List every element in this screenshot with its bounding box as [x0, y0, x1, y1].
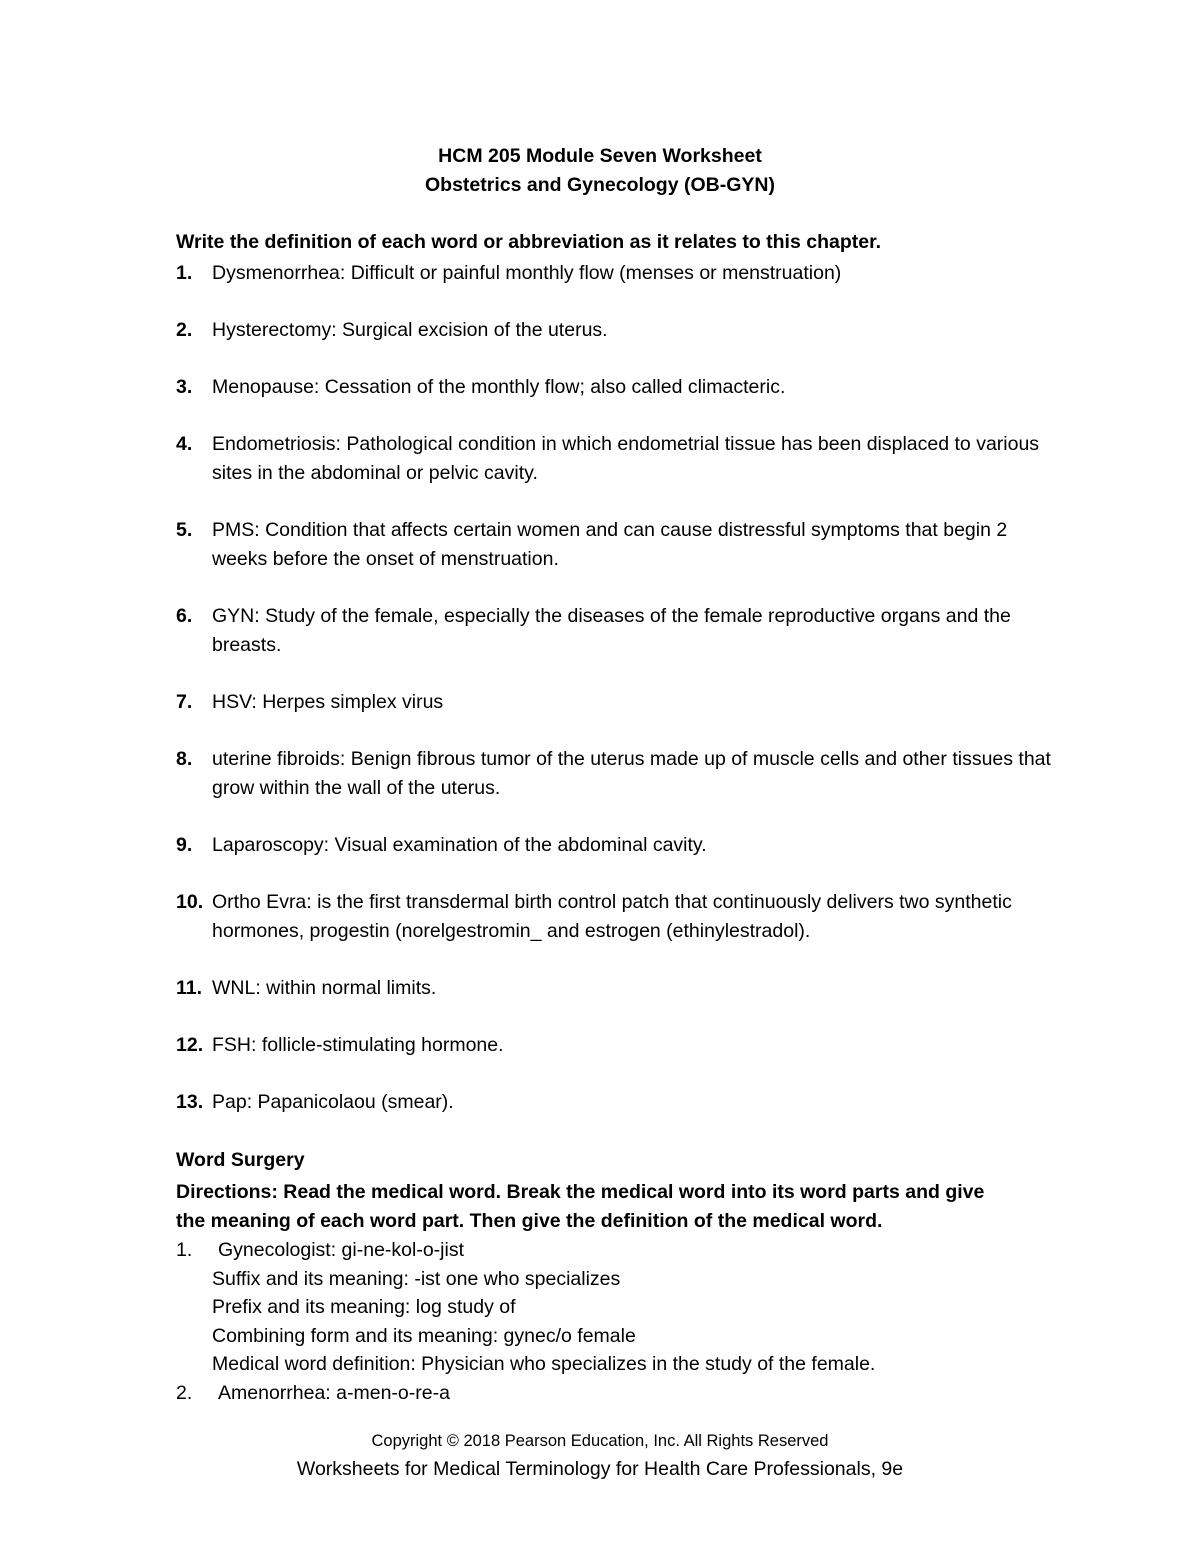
definition-item — [176, 316, 1056, 345]
word-surgery-directions: Directions: Read the medical word. Break the medical word into its word parts and give the meaning of each word part. Then give the definition of the medical word. — [176, 1181, 985, 1232]
definition-text: Ortho Evra: is the first transdermal birth control patch that continuously delivers two synthetic hormones, progestin (norelgestromin_ and estrogen (ethinylestradol). — [212, 891, 1012, 942]
definition-number: 8. — [176, 748, 193, 770]
definition-item — [176, 688, 1056, 717]
definition-number: 9. — [176, 834, 193, 856]
definitions-list — [176, 259, 1056, 1145]
definition-text: HSV: Herpes simplex virus — [212, 691, 444, 713]
definition-item — [176, 1031, 1056, 1060]
definition-number: 4. — [176, 433, 193, 455]
definition-text: WNL: within normal limits. — [212, 977, 437, 999]
definition-text: PMS: Condition that affects certain women and can cause distressful symptoms that begin 2 weeks before the onset of menstruation. — [212, 519, 1008, 570]
definitions-instructions: Write the definition of each word or abbreviation as it relates to this chapter. — [176, 231, 882, 253]
definition-item — [176, 888, 1056, 946]
definition-item — [176, 745, 1056, 803]
definition-text: Hysterectomy: Surgical excision of the uterus. — [212, 319, 608, 341]
definition-text: uterine fibroids: Benign fibrous tumor of the uterus made up of muscle cells and other tissues that grow within the wall of the uterus. — [212, 748, 1051, 799]
word-surgery-number: 1. — [176, 1239, 193, 1261]
medical-word: Gynecologist: gi-ne-kol-o-jist — [218, 1239, 465, 1261]
definition-item — [176, 602, 1056, 660]
page-subtitle: Obstetrics and Gynecology (OB-GYN) — [425, 174, 775, 196]
definition-item — [176, 1088, 1056, 1117]
book-title-footer: Worksheets for Medical Terminology for Health Care Professionals, 9e — [296, 1458, 904, 1480]
definition-item — [176, 430, 1056, 488]
suffix-meaning: Suffix and its meaning: -ist one who specializes — [212, 1267, 621, 1290]
definition-text: Pap: Papanicolaou (smear). — [212, 1091, 454, 1113]
word-surgery-list — [176, 1236, 1056, 1407]
definition-item — [176, 259, 1056, 288]
definition-text: Laparoscopy: Visual examination of the abdominal cavity. — [212, 834, 707, 856]
definition-text: Menopause: Cessation of the monthly flow; also called climacteric. — [212, 376, 786, 398]
definition-text: FSH: follicle-stimulating hormone. — [212, 1034, 504, 1056]
definition-number: 13. — [176, 1091, 204, 1113]
definition-number: 6. — [176, 605, 193, 627]
combining-form-meaning: Combining form and its meaning: gynec/o female — [212, 1324, 636, 1347]
definition-number: 10. — [176, 891, 204, 913]
definition-number: 5. — [176, 519, 193, 541]
definition-number: 2. — [176, 319, 193, 341]
definition-item — [176, 516, 1056, 574]
definition-number: 11. — [176, 977, 203, 999]
word-surgery-heading: Word Surgery — [176, 1149, 305, 1171]
word-surgery-number: 2. — [176, 1381, 193, 1404]
medical-word: Amenorrhea: a-men-o-re-a — [218, 1381, 450, 1404]
definition-item — [176, 974, 1056, 1003]
word-surgery-item — [176, 1236, 1056, 1379]
definition-text: GYN: Study of the female, especially the diseases of the female reproductive organs and the breasts. — [212, 605, 1011, 656]
definition-item — [176, 373, 1056, 402]
medical-word-definition: Medical word definition: Physician who specializes in the study of the female. — [212, 1353, 876, 1375]
word-surgery-item — [176, 1379, 1056, 1408]
definition-number: 12. — [176, 1034, 204, 1056]
definition-number: 7. — [176, 691, 193, 713]
page-title: HCM 205 Module Seven Worksheet — [438, 145, 762, 167]
definition-number: 3. — [176, 376, 193, 398]
definition-text: Dysmenorrhea: Difficult or painful monthly flow (menses or menstruation) — [212, 262, 842, 284]
definition-number: 1. — [176, 262, 193, 284]
definition-text: Endometriosis: Pathological condition in which endometrial tissue has been displaced to various sites in the abdominal or pelvic cavity. — [212, 433, 1040, 484]
definition-item — [176, 831, 1056, 860]
prefix-meaning: Prefix and its meaning: log study of — [212, 1296, 516, 1318]
copyright-notice: Copyright © 2018 Pearson Education, Inc. All Rights Reserved — [371, 1432, 829, 1450]
